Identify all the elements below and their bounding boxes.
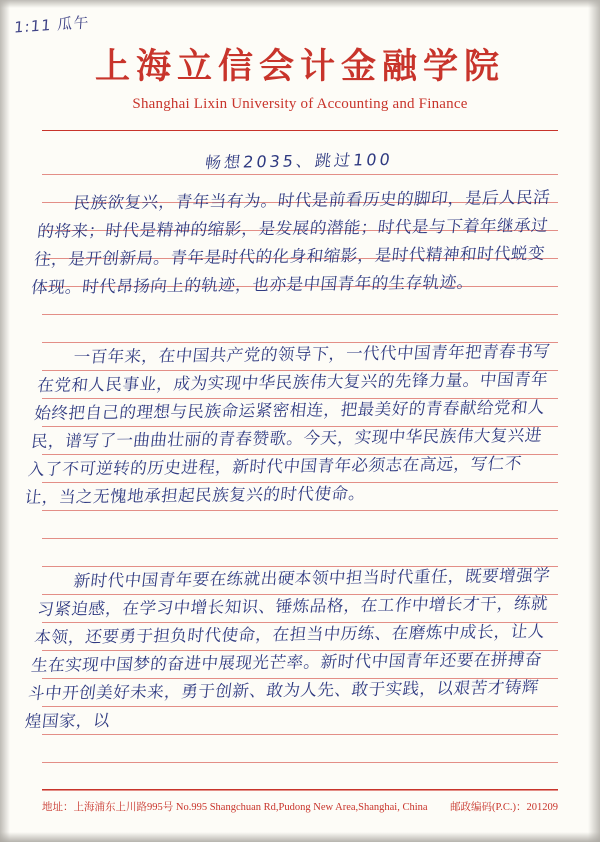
footer-postcode: 邮政编码(P.C.)：201209 (450, 802, 558, 813)
rule-line (42, 762, 558, 763)
handwriting-paragraph-3: 新时代中国青年要在练就出硬本领中担当时代重任，既要增强学习紧迫感，在学习中增长知识、锤炼品格，在工作中增长才干，练就本领，还要勇于担负时代使命，在担当中历练、在磨炼中成长，让人生在实现中国梦的奋进中展现光芒率。新时代中国青年还要在拼搏奋斗中开创美好未来，勇于创新、敢为人先、敢于实践，以艰苦才铸辉煌国家，以 (23, 565, 552, 731)
rule-line (42, 314, 558, 315)
rule-line (42, 790, 558, 791)
footer-address: 地址：上海浦东上川路995号 No.995 Shangchuan Rd,Pudong New Area,Shanghai, China (42, 802, 428, 813)
handwriting-title: 畅想2035、跳过100 (203, 149, 394, 173)
paper-edge-bottom (0, 832, 600, 842)
paper-edge-top (0, 0, 600, 8)
ruled-writing-area (23, 146, 558, 774)
school-name-chinese: 上海立信会计金融学院 (94, 47, 505, 86)
footer (42, 799, 558, 814)
paper-edge-left (0, 0, 10, 842)
handwriting-paragraph-1: 民族欲复兴，青年当有为。时代是前看历史的脚印，是后人民活的将来；时代是精神的缩影，是发展的潜能；时代是与下着年继承过往，是开创新局。青年是时代的化身和缩影，是时代精神和时代蜕变体现。时代昂扬向上的轨迹，也亦是中国青年的生存轨迹。 (30, 187, 552, 297)
header-divider (42, 130, 558, 131)
corner-handwritten-note: 1:11 瓜午 (13, 13, 90, 37)
letterhead (0, 48, 600, 113)
paper-edge-right (588, 0, 600, 842)
handwriting-paragraph-2: 一百年来，在中国共产党的领导下，一代代中国青年把青春书写在党和人民事业，成为实现中华民族伟大复兴的先锋力量。中国青年始终把自己的理想与民族命运紧密相连，把最美好的青春献给党和人民，谱写了一曲曲壮丽的青春赞歌。今天，实现中华民族伟大复兴进入了不可逆转的历史进程，新时代中国青年必须志在高远，写仁不让，当之无愧地承担起民族复兴的时代使命。 (23, 341, 552, 507)
footer-divider (42, 789, 558, 790)
school-name-english: Shanghai Lixin University of Accounting and Finance (132, 95, 468, 112)
rule-line (42, 538, 558, 539)
